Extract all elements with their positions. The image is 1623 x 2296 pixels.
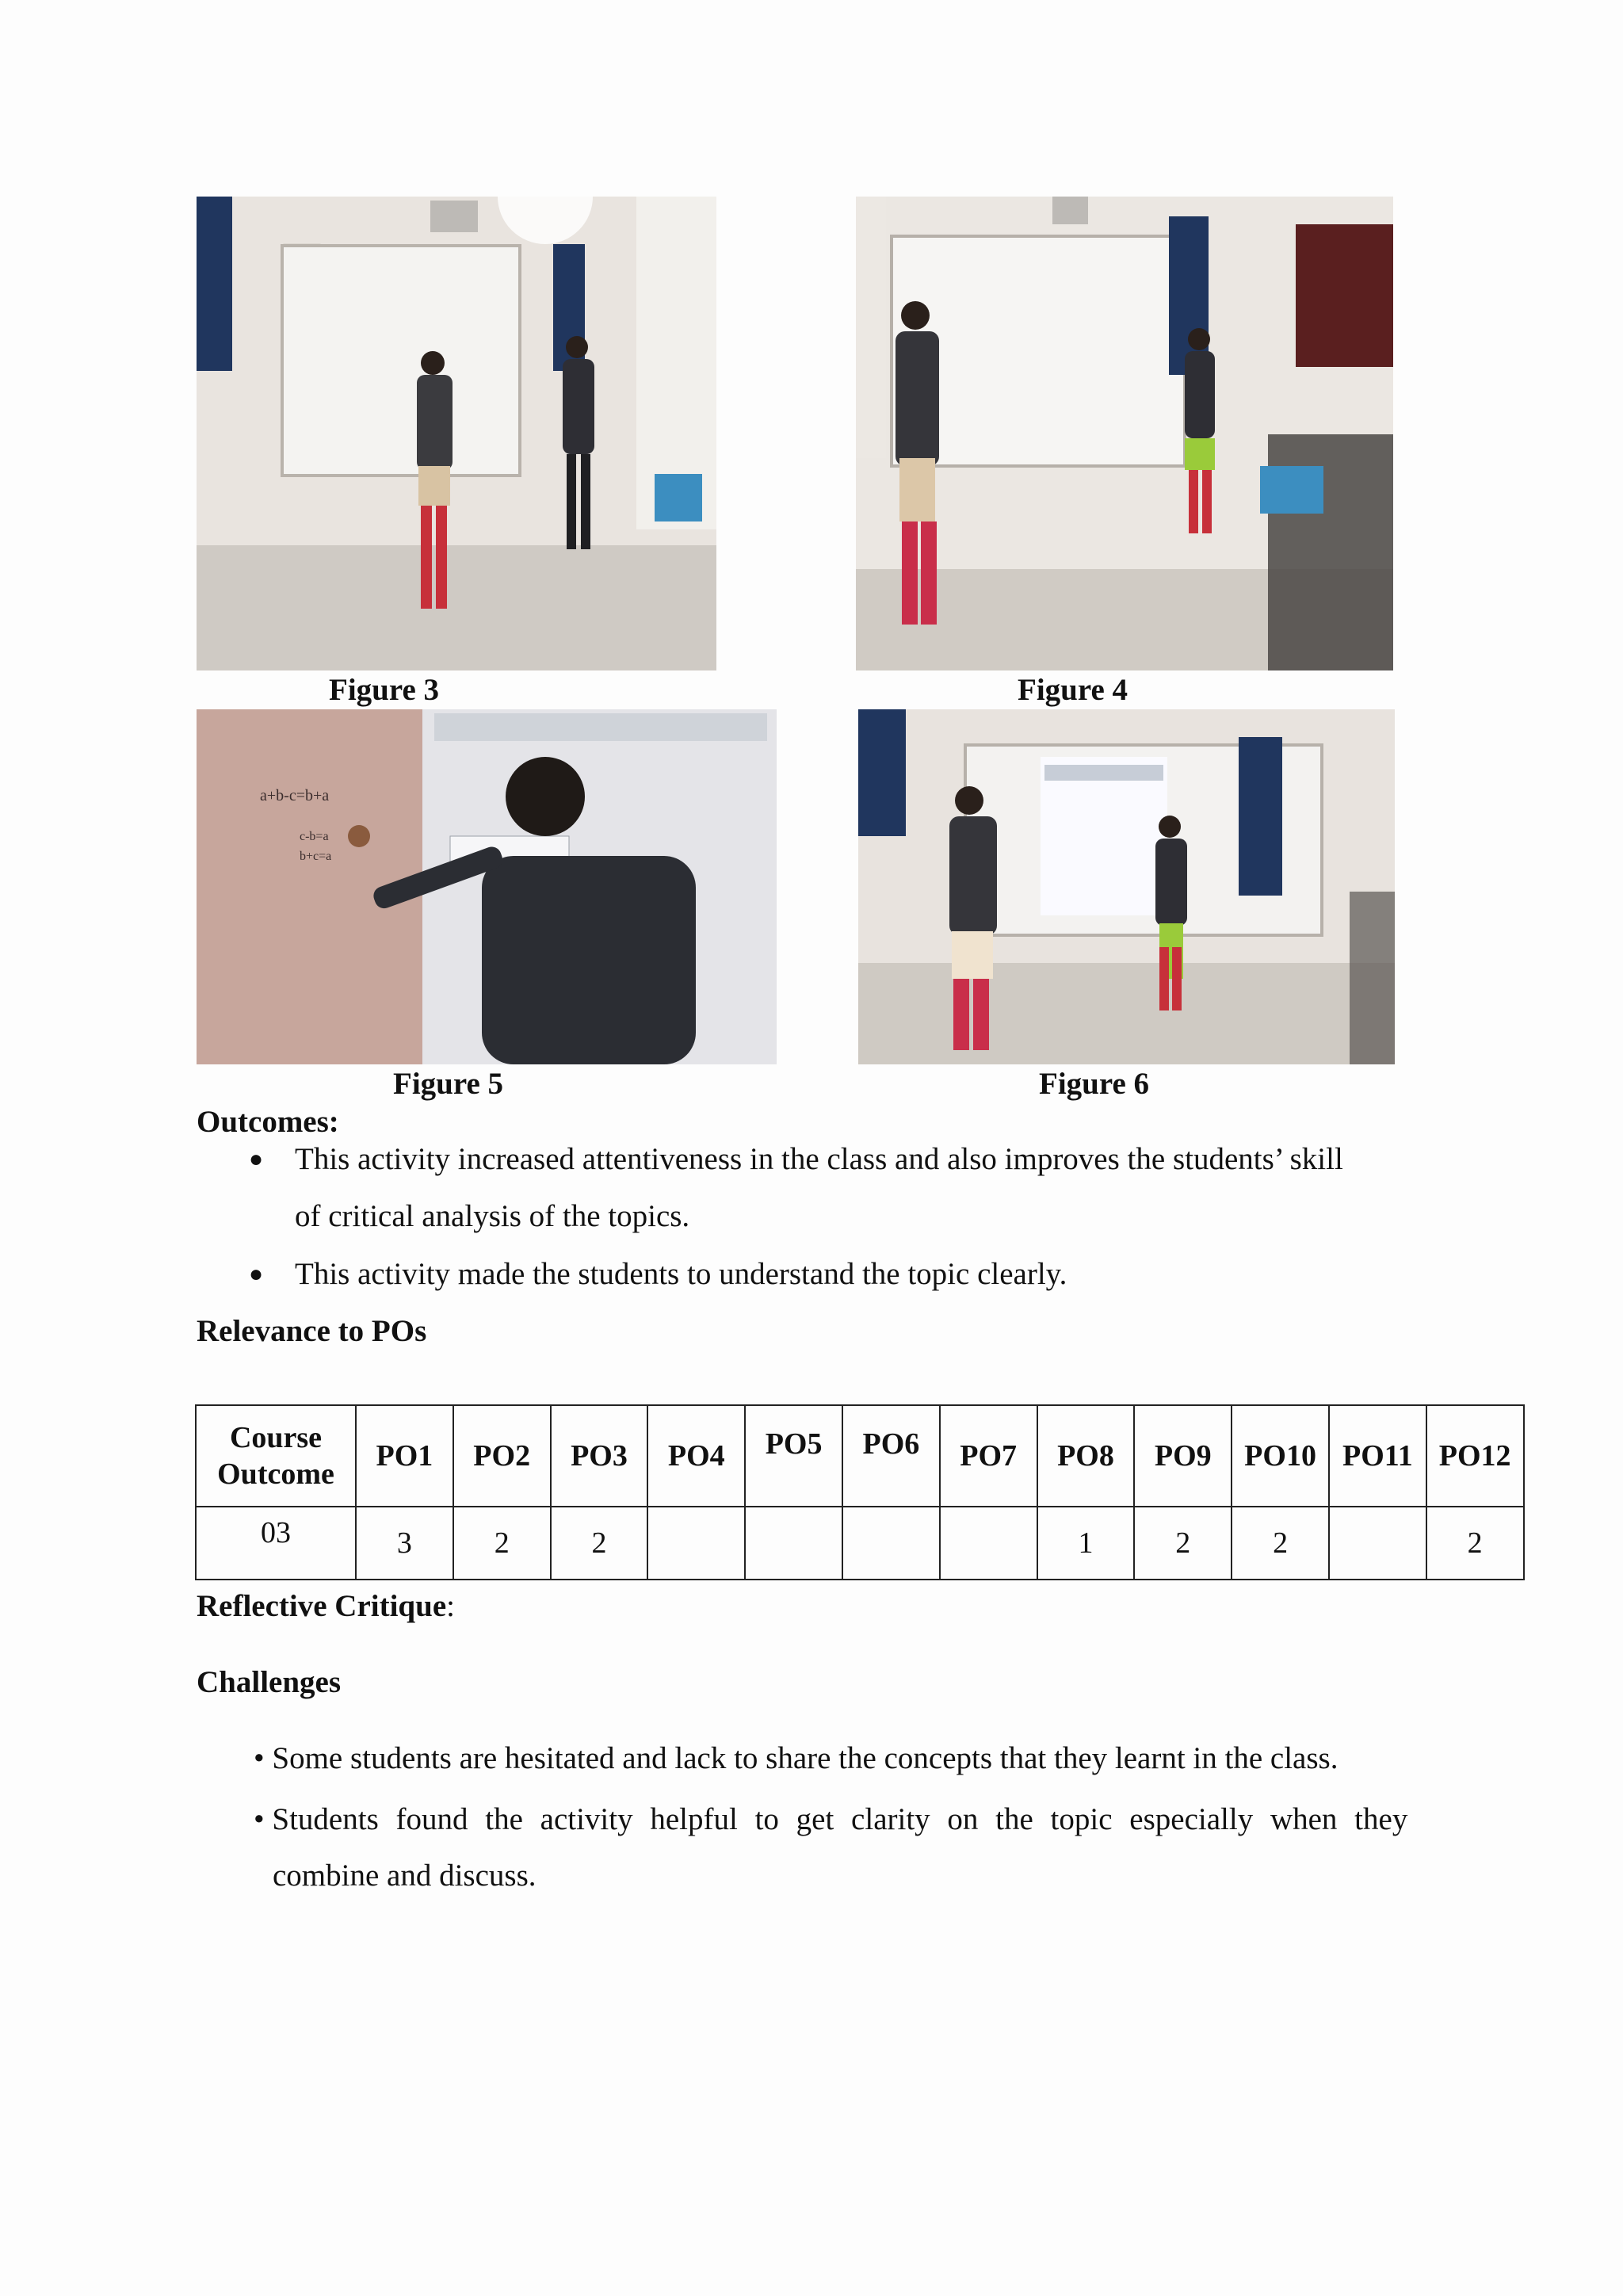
figure-3-caption: Figure 3 xyxy=(329,673,440,707)
po-header-4: PO4 xyxy=(647,1405,745,1507)
svg-text:c-b=a: c-b=a xyxy=(300,830,329,843)
course-outcome-header-line1: Course xyxy=(229,1421,323,1454)
po-relevance-table xyxy=(195,1404,1525,1580)
course-outcome-header-line2: Outcome xyxy=(217,1457,334,1491)
challenge-item-2 xyxy=(254,1801,1426,1837)
po-value-2: 2 xyxy=(453,1507,551,1580)
po-value-3: 2 xyxy=(551,1507,648,1580)
po-header-11: PO11 xyxy=(1329,1405,1426,1507)
figure-5-photo xyxy=(197,709,777,1064)
po-header-3: PO3 xyxy=(551,1405,648,1507)
course-outcome-header xyxy=(196,1405,356,1507)
po-header-6: PO6 xyxy=(842,1405,940,1507)
po-header-7: PO7 xyxy=(940,1405,1037,1507)
po-header-5: PO5 xyxy=(745,1405,842,1507)
po-value-1: 3 xyxy=(356,1507,453,1580)
po-header-9: PO9 xyxy=(1134,1405,1232,1507)
course-outcome-cell: 03 xyxy=(196,1507,356,1580)
po-table-row xyxy=(196,1507,1524,1580)
outcomes-heading: Outcomes: xyxy=(197,1105,339,1139)
outcome-text-2: This activity made the students to understand the topic clearly. xyxy=(295,1257,1067,1291)
figure-6-photo xyxy=(858,709,1395,1064)
po-value-6 xyxy=(842,1507,940,1580)
challenge-text-2-cont: combine and discuss. xyxy=(273,1859,537,1893)
figure-4-caption: Figure 4 xyxy=(1018,673,1128,707)
outcome-text-1-cont: of critical analysis of the topics. xyxy=(295,1199,690,1233)
svg-text:b+c=a: b+c=a xyxy=(300,850,332,863)
po-header-12: PO12 xyxy=(1426,1405,1524,1507)
challenge-item-1 xyxy=(254,1740,1338,1776)
po-value-10: 2 xyxy=(1232,1507,1329,1580)
po-header-10: PO10 xyxy=(1232,1405,1329,1507)
reflective-critique-heading: Reflective Critique xyxy=(197,1589,447,1623)
reflective-critique-colon: : xyxy=(446,1589,455,1623)
outcome-text-1: This activity increased attentiveness in the class and also improves the students’ skill xyxy=(295,1142,1343,1176)
po-value-8: 1 xyxy=(1037,1507,1135,1580)
figure-6-caption: Figure 6 xyxy=(1039,1067,1150,1101)
po-header-8: PO8 xyxy=(1037,1405,1135,1507)
challenge-text-2: Students found the activity helpful to get clarity on the topic especially when they xyxy=(272,1802,1408,1836)
figure-4-photo xyxy=(856,197,1393,670)
figure-5-caption: Figure 5 xyxy=(393,1067,504,1101)
po-header-1: PO1 xyxy=(356,1405,453,1507)
po-value-7 xyxy=(940,1507,1037,1580)
po-value-9: 2 xyxy=(1134,1507,1232,1580)
relevance-heading: Relevance to POs xyxy=(197,1314,427,1348)
po-table-header-row xyxy=(196,1405,1524,1507)
po-header-2: PO2 xyxy=(453,1405,551,1507)
reflective-critique-line xyxy=(197,1588,455,1624)
challenge-bullet-2: • xyxy=(254,1802,273,1836)
po-value-11 xyxy=(1329,1507,1426,1580)
challenges-heading: Challenges xyxy=(197,1665,342,1699)
po-value-5 xyxy=(745,1507,842,1580)
outcome-bullet-1: ● xyxy=(249,1146,264,1172)
po-value-4 xyxy=(647,1507,745,1580)
svg-text:a+b-c=b+a: a+b-c=b+a xyxy=(260,787,330,804)
challenge-bullet-1: • xyxy=(254,1741,273,1775)
figure-3-photo xyxy=(197,197,716,670)
challenge-text-1: Some students are hesitated and lack to share the concepts that they learnt in the class. xyxy=(272,1741,1338,1775)
po-value-12: 2 xyxy=(1426,1507,1524,1580)
outcome-bullet-2: ● xyxy=(249,1261,264,1287)
